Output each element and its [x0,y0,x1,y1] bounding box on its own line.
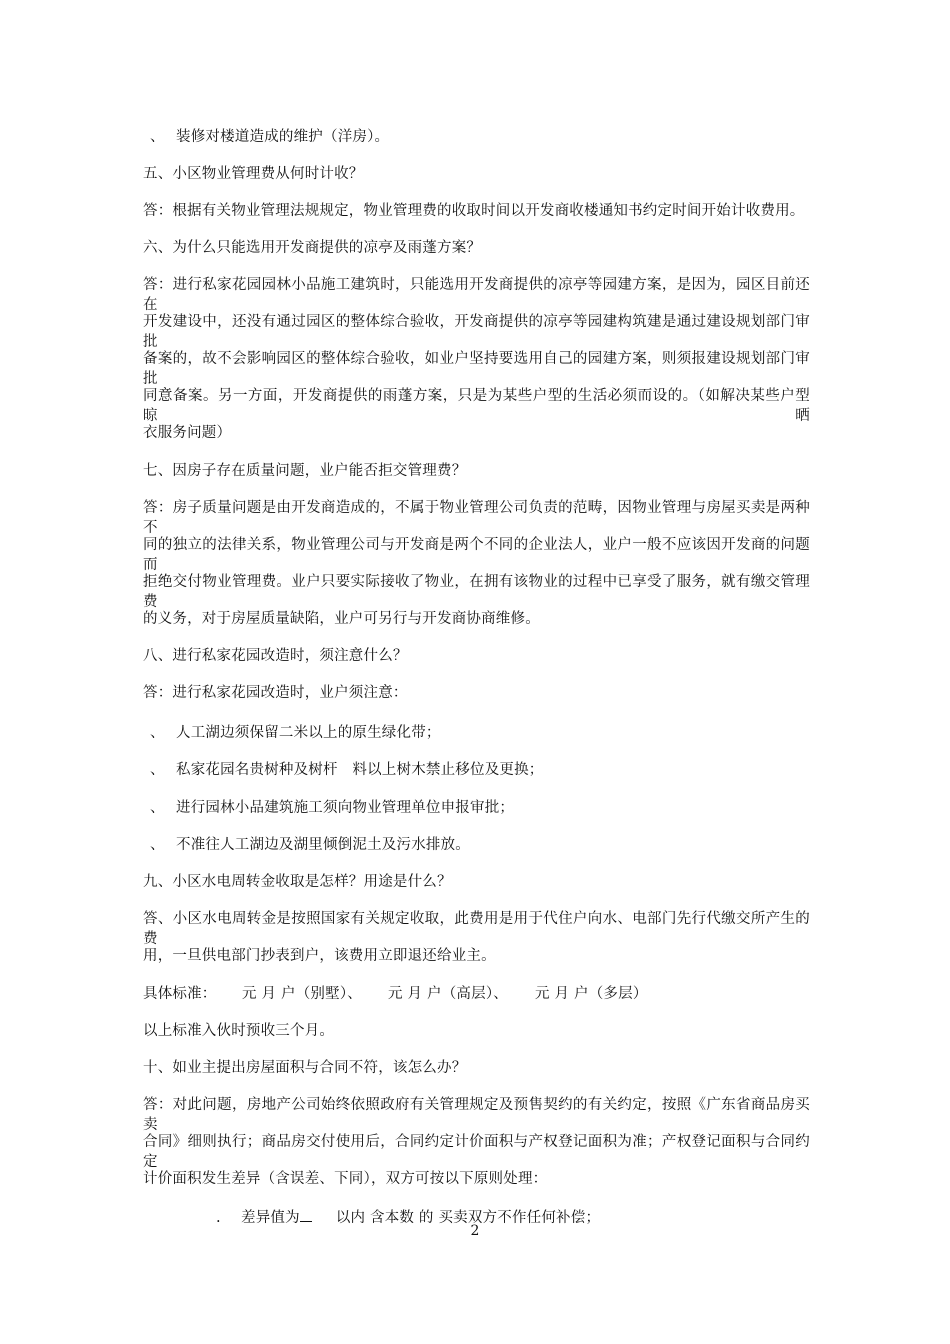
rule-marker: . [216,1210,221,1226]
answer-text: 同意备案。另一方面，开发商提供的雨蓬方案，只是为某些户型的生活必须而设的。（如解决某些户型晾晒 [143,388,810,424]
list-item-text: 人工湖边须保留二米以上的原生绿化带； [176,725,441,741]
list-item-text: 不准往人工湖边及湖里倾倒泥土及污水排放。 [176,837,470,853]
question-heading: 六、为什么只能选用开发商提供的凉亭及雨蓬方案？ [143,240,482,256]
list-marker: 、 [150,837,165,853]
list-item [143,127,389,147]
answer-text: 拒绝交付物业管理费。业户只要实际接收了物业，在拥有该物业的过程中已享受了服务，就有缴交管理费 [143,574,810,610]
list-marker: 、 [150,725,165,741]
answer-text: 答：进行私家花园园林小品施工建筑时，只能选用开发商提供的凉亭等园建方案，是因为，园区目前还在 [143,277,810,313]
answer-text: 答：对此问题，房地产公司始终依照政府有关管理规定及预售契约的有关约定，按照《广东省商品房买卖 [143,1097,810,1133]
list-marker: 、 [150,129,165,145]
page-number: 2 [470,1223,480,1239]
answer-text: 合同》细则执行；商品房交付使用后，合同约定计价面积与产权登记面积为准；产权登记面积与合同约定 [143,1134,810,1170]
fee-standard-label: 具体标准： [143,986,217,1002]
answer-text: 答：房子质量问题是由开发商造成的，不属于物业管理公司负责的范畴，因物业管理与房屋买卖是两种不 [143,500,810,536]
answer-text: 开发建设中，还没有通过园区的整体综合验收，开发商提供的凉亭等园建构筑建是通过建设规划部门审批 [143,314,810,350]
list-item [143,760,544,780]
fee-standard-villa: 元 月 户（别墅）、 [242,986,362,1002]
list-item-text: 进行园林小品建筑施工须向物业管理单位申报审批； [176,800,515,816]
list-item [143,723,441,743]
fee-standard-line [143,984,648,1004]
list-marker: 、 [150,762,165,778]
list-item-text: 装修对楼道造成的维护（洋房）。 [176,129,390,145]
question-heading: 七、因房子存在质量问题，业户能否拒交管理费？ [143,463,467,479]
answer-text: 用，一旦供电部门抄表到户，该费用立即退还给业主。 [143,948,496,964]
list-item [143,798,514,818]
list-item-text: 私家花园名贵树种及树杆 料以上树木禁止移位及更换； [176,762,544,778]
answer-text: 同的独立的法律关系，物业管理公司与开发商是两个不同的企业法人，业户一般不应该因开发商的问题而 [143,537,810,573]
answer-text: 计价面积发生差异（含误差、下同），双方可按以下原则处理： [143,1171,548,1187]
list-item [143,835,470,855]
answer-text: 备案的，故不会影响园区的整体综合验收，如业户坚持要选用自己的园建方案，则须报建设规划部门审批 [143,351,810,387]
answer-text: 的义务，对于房屋质量缺陷，业户可另行与开发商协商维修。 [143,611,540,627]
fee-standard-highrise: 元 月 户（高层）、 [388,986,508,1002]
rule-text-prefix: 差异值为 [241,1210,300,1226]
answer-text: 衣服务问题） [143,425,232,441]
rule-text-suffix: 以内 含本数 的 买卖双方不作任何补偿； [335,1210,601,1226]
question-heading: 八、进行私家花园改造时，须注意什么？ [143,648,408,664]
blank-underline [300,1207,312,1222]
fee-standard-multistory: 元 月 户（多层） [535,986,648,1002]
answer-text: 答：进行私家花园改造时，业户须注意： [143,685,408,701]
question-heading: 九、小区水电周转金收取是怎样？用途是什么？ [143,874,452,890]
answer-text: 答：根据有关物业管理法规规定，物业管理费的收取时间以开发商收楼通知书约定时间开始计收费用。 [143,203,805,219]
question-heading: 五、小区物业管理费从何时计收？ [143,166,364,182]
answer-text: 以上标准入伙时预收三个月。 [143,1023,335,1039]
list-marker: 、 [150,800,165,816]
answer-text: 答、小区水电周转金是按照国家有关规定收取，此费用是用于代住户向水、电部门先行代缴交所产生的费 [143,911,810,947]
question-heading: 十、如业主提出房屋面积与合同不符，该怎么办？ [143,1060,467,1076]
